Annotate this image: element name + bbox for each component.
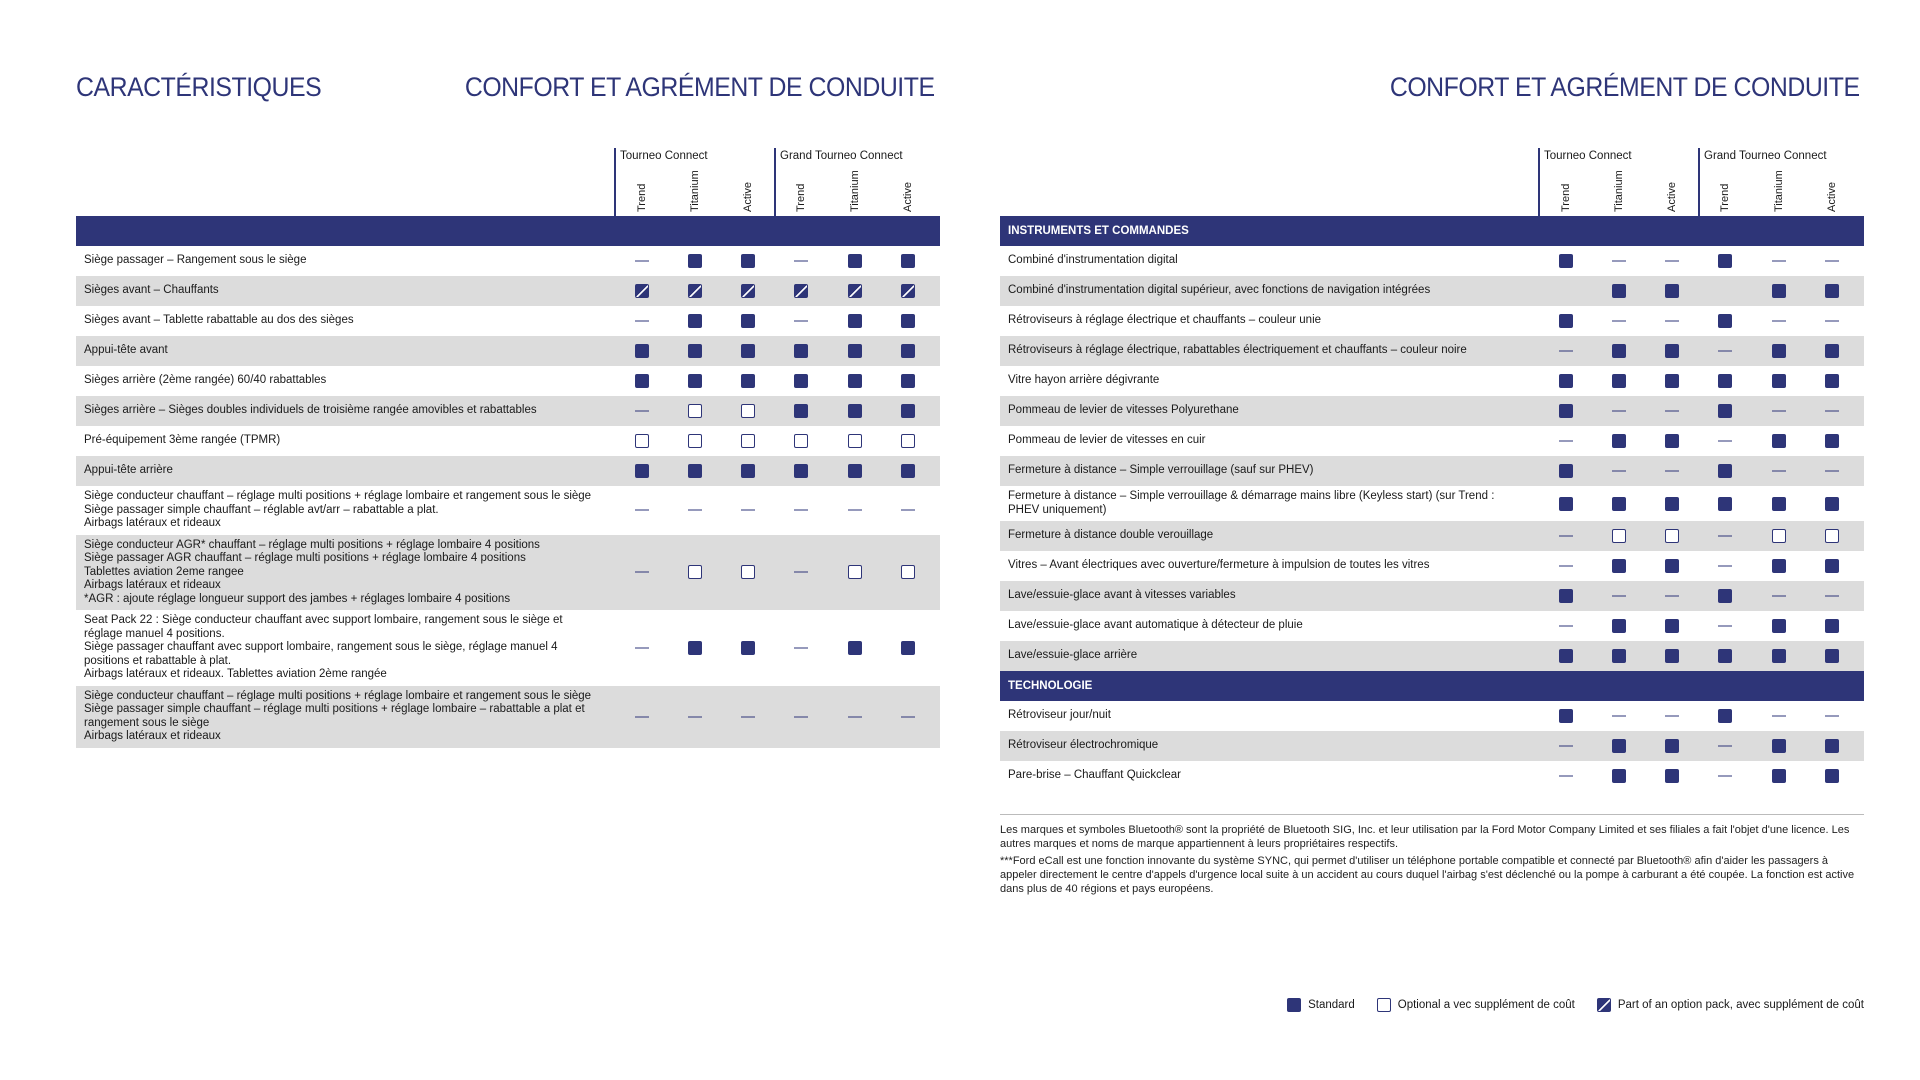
not-available-dash-icon — [1825, 411, 1839, 412]
standard-icon — [1718, 709, 1732, 723]
not-available-dash-icon — [1825, 261, 1839, 262]
standard-icon — [1665, 434, 1679, 448]
table-row — [1000, 336, 1864, 366]
feature-label: Siège conducteur chauffant – réglage multi positions + réglage lombaire et rangement sous le siège Siège passager simple chauffant – réglage multi positions + réglage lombaire – rabattable a plat et rangement sous le siège Airbags latéraux et rideaux — [84, 689, 592, 742]
not-available-dash-icon — [794, 261, 808, 262]
not-available-dash-icon — [1559, 626, 1573, 627]
footnote-ecall: ***Ford eCall est une fonction innovante du système SYNC, qui permet d'utiliser un téléphone portable compatible et connecté par Bluetooth® afin d'aider les passagers à appeler directement le centre d'appels d'urgence local suite à un accident au cours duquel l'airbag s'est déclenché ou la pompe à carburant a été coupée. La fonction est active dans plus de 40 régions et pays européens. — [1000, 855, 1855, 895]
trim-label: Titanium — [1613, 170, 1625, 212]
optional-icon — [741, 404, 755, 418]
standard-icon — [635, 344, 649, 358]
standard-icon — [1559, 254, 1573, 268]
not-available-dash-icon — [1772, 716, 1786, 717]
trim-header — [1715, 164, 1735, 212]
not-available-dash-icon — [901, 510, 915, 511]
not-available-dash-icon — [1665, 411, 1679, 412]
feature-label: Rétroviseurs à réglage électrique, rabattables électriquement et chauffants – couleur noire — [1008, 344, 1467, 357]
standard-icon — [1612, 769, 1626, 783]
not-available-dash-icon — [1612, 321, 1626, 322]
table-row — [76, 456, 940, 486]
feature-label: Combiné d'instrumentation digital — [1008, 254, 1178, 267]
section-title-right: CONFORT ET AGRÉMENT DE CONDUITE — [1390, 72, 1860, 102]
legend-pack — [1597, 998, 1864, 1012]
optional-icon — [635, 434, 649, 448]
standard-square-icon — [1287, 998, 1301, 1012]
standard-icon — [848, 374, 862, 388]
feature-label: Fermeture à distance – Simple verrouillage (sauf sur PHEV) — [1008, 464, 1314, 477]
not-available-dash-icon — [1559, 746, 1573, 747]
table-row — [76, 246, 940, 276]
trim-label: Active — [1666, 182, 1678, 212]
standard-icon — [741, 314, 755, 328]
standard-icon — [688, 314, 702, 328]
feature-label: Siège conducteur chauffant – réglage multi positions + réglage lombaire et rangement sous le siège Siège passager simple chauffant – réglable avt/arr – rabattable a plat. Airbags latéraux et rideaux — [84, 490, 592, 529]
legend-standard-label: Standard — [1308, 999, 1355, 1011]
standard-icon — [1559, 589, 1573, 603]
trim-label: Active — [902, 182, 914, 212]
option-pack-icon — [635, 284, 649, 298]
table-row — [1000, 581, 1864, 611]
feature-label: Combiné d'instrumentation digital supérieur, avec fonctions de navigation intégrées — [1008, 284, 1431, 297]
feature-label: Seat Pack 22 : Siège conducteur chauffant avec support lombaire, rangement sous le siège et réglage manuel 4 positions. Siège passager chauffant avec support lombaire, rangement sous le siège, réglage manuel 4 positions et rabattable à plat. Airbags latéraux et rideaux. Tablettes aviation 2ème rangée — [84, 614, 563, 680]
not-available-dash-icon — [635, 510, 649, 511]
column-header — [1000, 148, 1864, 216]
comfort-table-right — [1000, 148, 1864, 791]
option-pack-icon — [741, 284, 755, 298]
feature-label: Pommeau de levier de vitesses Polyurethane — [1008, 404, 1239, 417]
standard-icon — [901, 641, 915, 655]
optional-icon — [1772, 529, 1786, 543]
table-row — [1000, 486, 1864, 521]
not-available-dash-icon — [1718, 776, 1732, 777]
standard-icon — [901, 374, 915, 388]
not-available-dash-icon — [1559, 776, 1573, 777]
standard-icon — [1718, 314, 1732, 328]
not-available-dash-icon — [794, 716, 808, 717]
legend-optional-label: Optional a vec supplément de coût — [1397, 999, 1575, 1011]
not-available-dash-icon — [1772, 321, 1786, 322]
standard-icon — [794, 404, 808, 418]
not-available-dash-icon — [1718, 746, 1732, 747]
not-available-dash-icon — [1825, 321, 1839, 322]
model-group-title: Grand Tourneo Connect — [780, 150, 903, 162]
standard-icon — [848, 641, 862, 655]
standard-icon — [688, 464, 702, 478]
optional-square-icon — [1377, 998, 1391, 1012]
pack-square-icon — [1597, 998, 1611, 1012]
trim-header — [1556, 164, 1576, 212]
table-body — [76, 246, 940, 748]
not-available-dash-icon — [1612, 471, 1626, 472]
trim-label: Titanium — [849, 170, 861, 212]
table-row — [1000, 641, 1864, 671]
legend-standard — [1287, 998, 1355, 1012]
standard-icon — [1772, 739, 1786, 753]
feature-label: Siège conducteur AGR* chauffant – réglage multi positions + réglage lombaire 4 positions Siège passager AGR chauffant – réglage multi positions + réglage lombaire 4 positions Tablettes aviation 2eme rangee Airbags latéraux et rideaux *AGR : ajoute réglage longueur support des jambes + réglages lombaire 4 positions — [84, 538, 540, 605]
feature-label: Sièges avant – Tablette rabattable au dos des sièges — [84, 314, 354, 327]
table-row — [76, 306, 940, 336]
feature-label: Vitre hayon arrière dégivrante — [1008, 374, 1160, 387]
optional-icon — [741, 565, 755, 579]
standard-icon — [1718, 464, 1732, 478]
trim-label: Trend — [795, 183, 807, 212]
standard-icon — [1612, 649, 1626, 663]
standard-icon — [1825, 374, 1839, 388]
standard-icon — [901, 344, 915, 358]
not-available-dash-icon — [1772, 471, 1786, 472]
standard-icon — [794, 464, 808, 478]
not-available-dash-icon — [688, 510, 702, 511]
standard-icon — [1665, 559, 1679, 573]
not-available-dash-icon — [1718, 351, 1732, 352]
standard-icon — [794, 344, 808, 358]
not-available-dash-icon — [635, 647, 649, 648]
standard-icon — [1772, 619, 1786, 633]
standard-icon — [1612, 497, 1626, 511]
table-row — [1000, 551, 1864, 581]
standard-icon — [1825, 619, 1839, 633]
page-title: CARACTÉRISTIQUES — [76, 72, 322, 102]
table-row — [1000, 246, 1864, 276]
table-row — [1000, 731, 1864, 761]
feature-label: Sièges arrière – Sièges doubles individuels de troisième rangée amovibles et rabattables — [84, 404, 537, 417]
trim-header — [791, 164, 811, 212]
standard-icon — [688, 641, 702, 655]
standard-icon — [1665, 374, 1679, 388]
table-row — [76, 610, 940, 686]
optional-icon — [1612, 529, 1626, 543]
standard-icon — [1665, 284, 1679, 298]
standard-icon — [848, 344, 862, 358]
footnotes — [1000, 814, 1864, 899]
section-bar: TECHNOLOGIE — [1000, 671, 1864, 701]
standard-icon — [848, 404, 862, 418]
standard-icon — [1718, 374, 1732, 388]
standard-icon — [901, 314, 915, 328]
trim-header — [685, 164, 705, 212]
not-available-dash-icon — [794, 510, 808, 511]
feature-label: Lave/essuie-glace avant automatique à détecteur de pluie — [1008, 619, 1303, 632]
not-available-dash-icon — [635, 716, 649, 717]
not-available-dash-icon — [741, 510, 755, 511]
footnote-bluetooth: Les marques et symboles Bluetooth® sont la propriété de Bluetooth SIG, Inc. et leur utilisation par la Ford Motor Company Limited et ses filiales a fait l'objet d'une licence. Les autres marques et noms de marque appartiennent à leurs propriétaires respectifs. — [1000, 824, 1850, 850]
table-row — [1000, 761, 1864, 791]
standard-icon — [1825, 344, 1839, 358]
trim-label: Trend — [1560, 183, 1572, 212]
not-available-dash-icon — [1718, 536, 1732, 537]
table-row — [1000, 276, 1864, 306]
not-available-dash-icon — [688, 716, 702, 717]
standard-icon — [1718, 254, 1732, 268]
standard-icon — [901, 254, 915, 268]
not-available-dash-icon — [1718, 626, 1732, 627]
feature-label: Pré-équipement 3ème rangée (TPMR) — [84, 434, 281, 447]
standard-icon — [1718, 589, 1732, 603]
not-available-dash-icon — [794, 321, 808, 322]
column-header — [76, 148, 940, 216]
not-available-dash-icon — [1612, 596, 1626, 597]
standard-icon — [1665, 769, 1679, 783]
standard-icon — [1559, 464, 1573, 478]
not-available-dash-icon — [635, 411, 649, 412]
trim-header — [1769, 164, 1789, 212]
standard-icon — [1718, 497, 1732, 511]
not-available-dash-icon — [1665, 596, 1679, 597]
optional-icon — [1825, 529, 1839, 543]
not-available-dash-icon — [1612, 261, 1626, 262]
standard-icon — [688, 374, 702, 388]
standard-icon — [1772, 769, 1786, 783]
trim-header — [898, 164, 918, 212]
option-pack-icon — [688, 284, 702, 298]
standard-icon — [1772, 284, 1786, 298]
not-available-dash-icon — [901, 716, 915, 717]
trim-label: Titanium — [689, 170, 701, 212]
trim-label: Active — [742, 182, 754, 212]
not-available-dash-icon — [1825, 596, 1839, 597]
standard-icon — [848, 314, 862, 328]
table-row — [1000, 521, 1864, 551]
not-available-dash-icon — [794, 572, 808, 573]
standard-icon — [1772, 434, 1786, 448]
model-group-title: Tourneo Connect — [1544, 150, 1632, 162]
trim-header — [845, 164, 865, 212]
standard-icon — [1559, 649, 1573, 663]
not-available-dash-icon — [794, 647, 808, 648]
model-group-title: Tourneo Connect — [620, 150, 708, 162]
table-row — [1000, 396, 1864, 426]
not-available-dash-icon — [1772, 411, 1786, 412]
feature-label: Fermeture à distance double verouillage — [1008, 529, 1214, 542]
standard-icon — [1772, 497, 1786, 511]
standard-icon — [1825, 434, 1839, 448]
section-bar: INSTRUMENTS ET COMMANDES — [1000, 216, 1864, 246]
feature-label: Rétroviseur jour/nuit — [1008, 709, 1111, 722]
standard-icon — [1772, 374, 1786, 388]
legend-pack-label: Part of an option pack, avec supplément de coût — [1617, 999, 1864, 1011]
optional-icon — [794, 434, 808, 448]
standard-icon — [794, 374, 808, 388]
feature-label: Rétroviseur électrochromique — [1008, 739, 1159, 752]
standard-icon — [848, 254, 862, 268]
not-available-dash-icon — [1559, 351, 1573, 352]
not-available-dash-icon — [1559, 566, 1573, 567]
standard-icon — [1612, 739, 1626, 753]
standard-icon — [1665, 649, 1679, 663]
standard-icon — [1825, 769, 1839, 783]
standard-icon — [1665, 497, 1679, 511]
standard-icon — [1772, 559, 1786, 573]
standard-icon — [741, 641, 755, 655]
optional-icon — [901, 434, 915, 448]
standard-icon — [688, 344, 702, 358]
option-pack-icon — [848, 284, 862, 298]
feature-label: Pommeau de levier de vitesses en cuir — [1008, 434, 1206, 447]
section-bar — [76, 216, 940, 246]
legend — [1287, 998, 1864, 1012]
legend-optional — [1377, 998, 1575, 1012]
standard-icon — [1825, 739, 1839, 753]
standard-icon — [635, 374, 649, 388]
table-row — [76, 276, 940, 306]
standard-icon — [1665, 739, 1679, 753]
standard-icon — [1559, 497, 1573, 511]
not-available-dash-icon — [848, 716, 862, 717]
standard-icon — [741, 254, 755, 268]
option-pack-icon — [794, 284, 808, 298]
standard-icon — [1559, 374, 1573, 388]
standard-icon — [1772, 344, 1786, 358]
standard-icon — [1612, 344, 1626, 358]
table-row — [1000, 701, 1864, 731]
not-available-dash-icon — [1665, 471, 1679, 472]
trim-header — [1609, 164, 1629, 212]
standard-icon — [741, 464, 755, 478]
standard-icon — [901, 404, 915, 418]
not-available-dash-icon — [1612, 411, 1626, 412]
feature-label: Lave/essuie-glace avant à vitesses variables — [1008, 589, 1236, 602]
standard-icon — [1612, 619, 1626, 633]
standard-icon — [848, 464, 862, 478]
table-row — [76, 366, 940, 396]
standard-icon — [1559, 404, 1573, 418]
standard-icon — [1825, 284, 1839, 298]
optional-icon — [848, 434, 862, 448]
standard-icon — [1772, 649, 1786, 663]
not-available-dash-icon — [635, 261, 649, 262]
trim-label: Active — [1826, 182, 1838, 212]
comfort-table-left — [76, 148, 940, 748]
standard-icon — [1612, 559, 1626, 573]
optional-icon — [1665, 529, 1679, 543]
not-available-dash-icon — [1612, 716, 1626, 717]
model-group-title: Grand Tourneo Connect — [1704, 150, 1827, 162]
trim-label: Titanium — [1773, 170, 1785, 212]
not-available-dash-icon — [1825, 716, 1839, 717]
standard-icon — [1559, 709, 1573, 723]
table-body — [1000, 216, 1864, 791]
trim-label: Trend — [636, 183, 648, 212]
table-row — [1000, 306, 1864, 336]
standard-icon — [741, 374, 755, 388]
not-available-dash-icon — [1559, 441, 1573, 442]
standard-icon — [1665, 619, 1679, 633]
standard-icon — [1825, 649, 1839, 663]
standard-icon — [688, 254, 702, 268]
optional-icon — [901, 565, 915, 579]
optional-icon — [688, 565, 702, 579]
not-available-dash-icon — [1772, 261, 1786, 262]
table-row — [1000, 456, 1864, 486]
not-available-dash-icon — [635, 572, 649, 573]
not-available-dash-icon — [1665, 716, 1679, 717]
table-row — [76, 426, 940, 456]
table-row — [1000, 611, 1864, 641]
option-pack-icon — [901, 284, 915, 298]
trim-header — [738, 164, 758, 212]
not-available-dash-icon — [1825, 471, 1839, 472]
trim-header — [632, 164, 652, 212]
feature-label: Sièges avant – Chauffants — [84, 284, 219, 297]
table-row — [76, 535, 940, 611]
standard-icon — [1559, 314, 1573, 328]
table-row — [76, 396, 940, 426]
not-available-dash-icon — [848, 510, 862, 511]
feature-label: Appui-tête avant — [84, 344, 168, 357]
not-available-dash-icon — [1665, 321, 1679, 322]
table-row — [1000, 366, 1864, 396]
not-available-dash-icon — [741, 716, 755, 717]
optional-icon — [688, 434, 702, 448]
trim-label: Trend — [1719, 183, 1731, 212]
standard-icon — [901, 464, 915, 478]
feature-label: Vitres – Avant électriques avec ouverture/fermeture à impulsion de toutes les vitres — [1008, 559, 1430, 572]
not-available-dash-icon — [1665, 261, 1679, 262]
standard-icon — [1612, 434, 1626, 448]
not-available-dash-icon — [1559, 536, 1573, 537]
trim-header — [1662, 164, 1682, 212]
section-title-left: CONFORT ET AGRÉMENT DE CONDUITE — [465, 72, 935, 102]
not-available-dash-icon — [1772, 596, 1786, 597]
not-available-dash-icon — [1718, 441, 1732, 442]
standard-icon — [1825, 559, 1839, 573]
optional-icon — [688, 404, 702, 418]
standard-icon — [1718, 649, 1732, 663]
standard-icon — [1612, 374, 1626, 388]
standard-icon — [1612, 284, 1626, 298]
trim-header — [1822, 164, 1842, 212]
standard-icon — [1718, 404, 1732, 418]
feature-label: Rétroviseurs à réglage électrique et chauffants – couleur unie — [1008, 314, 1322, 327]
feature-label: Appui-tête arrière — [84, 464, 173, 477]
feature-label: Siège passager – Rangement sous le siège — [84, 254, 307, 267]
not-available-dash-icon — [635, 321, 649, 322]
table-row — [76, 486, 940, 535]
feature-label: Pare-brise – Chauffant Quickclear — [1008, 769, 1182, 782]
table-row — [76, 686, 940, 748]
standard-icon — [1665, 344, 1679, 358]
not-available-dash-icon — [1718, 566, 1732, 567]
feature-label: Fermeture à distance – Simple verrouillage & démarrage mains libre (Keyless start) (sur Trend : PHEV uniquement) — [1008, 490, 1495, 516]
table-row — [1000, 426, 1864, 456]
standard-icon — [1825, 497, 1839, 511]
optional-icon — [741, 434, 755, 448]
feature-label: Lave/essuie-glace arrière — [1008, 649, 1138, 662]
standard-icon — [741, 344, 755, 358]
table-row — [76, 336, 940, 366]
optional-icon — [848, 565, 862, 579]
feature-label: Sièges arrière (2ème rangée) 60/40 rabattables — [84, 374, 327, 387]
standard-icon — [635, 464, 649, 478]
